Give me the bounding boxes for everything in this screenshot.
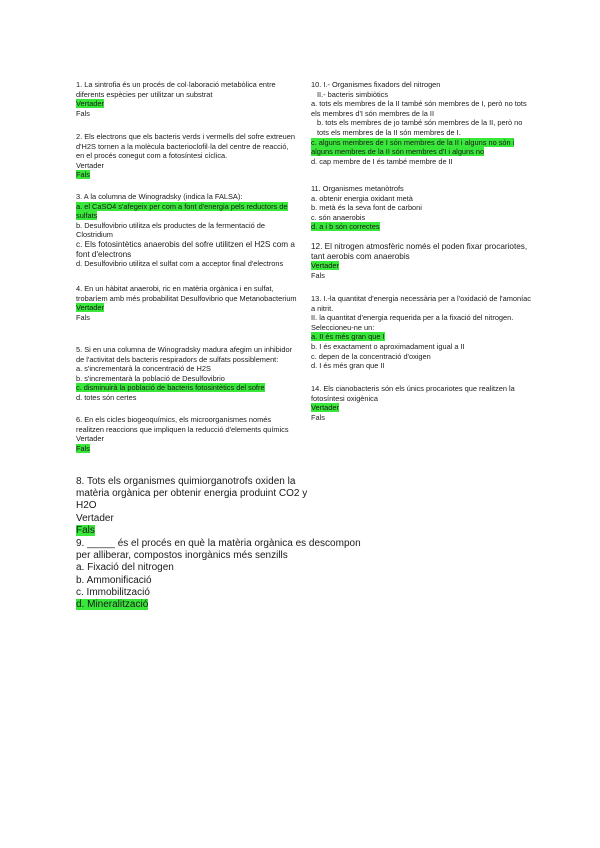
answer-option: c. disminuirà la població de bacteris fotosintètics del sofre — [76, 383, 265, 393]
answer-option: Fals — [76, 312, 90, 322]
question-11 — [311, 184, 422, 232]
answer-option: c. depen de la concentració d'oxigen — [311, 351, 431, 361]
question-1 — [76, 80, 298, 118]
answer-option: b. I és exactament o aproximadament igual a II — [311, 341, 465, 351]
answer-option: Fals — [76, 108, 90, 118]
answer-option: Vertader — [76, 99, 104, 109]
answer-option: b. Ammonificació — [76, 574, 152, 586]
answer-option: a. tots els membres de la II també són membres de I, però no tots els membres d'I són membres de la II — [311, 99, 527, 118]
question-text: 1. La sintrofia és un procés de col·laboració metabòlica entre diferents espècies per utilitzar un substrat — [76, 80, 276, 99]
answer-option: b. Desulfovibrio utilitza els productes de la fermentació de Clostridium — [76, 220, 265, 240]
question-14 — [311, 384, 533, 422]
question-text: 10. I.- Organismes fixadors del nitrogen — [311, 80, 441, 89]
answer-option: b. tots els membres de jo també són membres de la II, però no tots els membres de la II són membres de I. — [317, 118, 523, 137]
question-subtext: II.- bacteris simbiòtics — [317, 89, 389, 99]
answer-option: a. el CaSO4 s'afegeix per com a font d'energia pels reductors de sulfats — [76, 201, 288, 221]
answer-option: Fals — [311, 270, 325, 280]
answer-option: d. Mineralització — [76, 599, 149, 611]
answer-option: c. són anaerobis — [311, 212, 366, 222]
question-8 — [76, 476, 376, 537]
answer-option: Vertader — [76, 160, 104, 170]
question-12 — [311, 242, 533, 280]
answer-option: a. s'incrementarà la concentració de H2S — [76, 364, 211, 374]
answer-option: Vertader — [76, 512, 114, 524]
answer-option: Fals — [311, 412, 325, 422]
answer-option: d. Desulfovibrio utilitza el sulfat com a acceptor final d'electrons — [76, 259, 284, 269]
answer-option: Vertader — [311, 261, 339, 271]
answer-option: c. Immobilització — [76, 586, 150, 598]
answer-option: d. I és més gran que II — [311, 361, 385, 371]
question-text: 12. El nitrogen atmosfèric només el poden fixar procariotes, tant aerobis com anaerobis — [311, 242, 528, 261]
answer-option: Vertader — [76, 303, 104, 313]
answer-option: Fals — [76, 170, 90, 180]
answer-option: d. totes són certes — [76, 392, 137, 402]
question-text: 4. En un hàbitat anaerobi, ric en matèria orgànica i en sulfat, trobaríem amb més probabilitat Desulfovibrio que Metanobacterium — [76, 284, 297, 303]
answer-option: c. Els fotosintètics anaerobis del sofre utilitzen el H2S com a font d'electrons — [76, 239, 295, 259]
question-3 — [76, 192, 298, 269]
answer-option: Fals — [76, 443, 90, 453]
answer-option: c. alguns membres de I són membres de la II i alguns no són i alguns membres de la II són membres d'I i alguns no — [311, 137, 515, 157]
question-text: 5. Si en una columna de Winogradsky madura afegim un inhibidor de l'activitat dels bacteris respiradors de sulfats possiblement: — [76, 345, 293, 364]
question-text: 9. _____ és el procés en què la matèria orgànica es descompon per alliberar, compostos inorgànics més senzills — [76, 538, 361, 562]
answer-option: Vertader — [311, 403, 339, 413]
question-10 — [311, 80, 533, 166]
question-13 — [311, 294, 533, 371]
question-text: 14. Els cianobacteris són els únics procariotes que realitzen la fotosíntesi oxigènica — [311, 384, 515, 403]
answer-option: Vertader — [76, 434, 104, 444]
question-6 — [76, 415, 298, 453]
question-subtext: II. la quantitat d'energia requerida per a la fixació del nitrogen. Seleccioneu-ne un: — [311, 313, 514, 332]
question-text: 3. A la columna de Winogradsky (indica la FALSA): — [76, 192, 243, 201]
question-text: 11. Organismes metanòtrofs — [311, 184, 404, 193]
answer-option: b. s'incrementarà la població de Desulfovibrio — [76, 373, 225, 383]
question-5 — [76, 345, 298, 403]
question-text: 13. I.-la quantitat d'energia necessària per a l'oxidació de l'amoníac a nitrit. — [311, 294, 531, 313]
question-9 — [76, 538, 376, 611]
question-text: 2. Els electrons que els bacteris verds i vermells del sofre extreuen d'H2S tornen a la molècula bacterioclofil·la del centre de reacció, en el procés conegut com a fotosíntesi cíclica. — [76, 132, 295, 161]
answer-option: b. metà és la seva font de carboni — [311, 203, 422, 213]
question-text: 6. En els cicles biogeoquímics, els microorganismes només realitzen reaccions que impliquen la reducció d'elements químics — [76, 415, 289, 434]
answer-option: a. obtenir energia oxidant metà — [311, 193, 413, 203]
answer-option: a. Fixació del nitrogen — [76, 562, 174, 574]
answer-option: a. II és més gran que I — [311, 332, 385, 342]
question-2 — [76, 132, 298, 180]
question-4 — [76, 284, 298, 322]
answer-option: Fals — [76, 524, 95, 536]
question-text: 8. Tots els organismes quimiorganotrofs oxiden la matèria orgànica per obtenir energia produint CO2 y H2O — [76, 476, 308, 512]
answer-option: d. cap membre de I és també membre de II — [311, 156, 453, 166]
answer-option: d. a i b són correctes — [311, 222, 380, 232]
